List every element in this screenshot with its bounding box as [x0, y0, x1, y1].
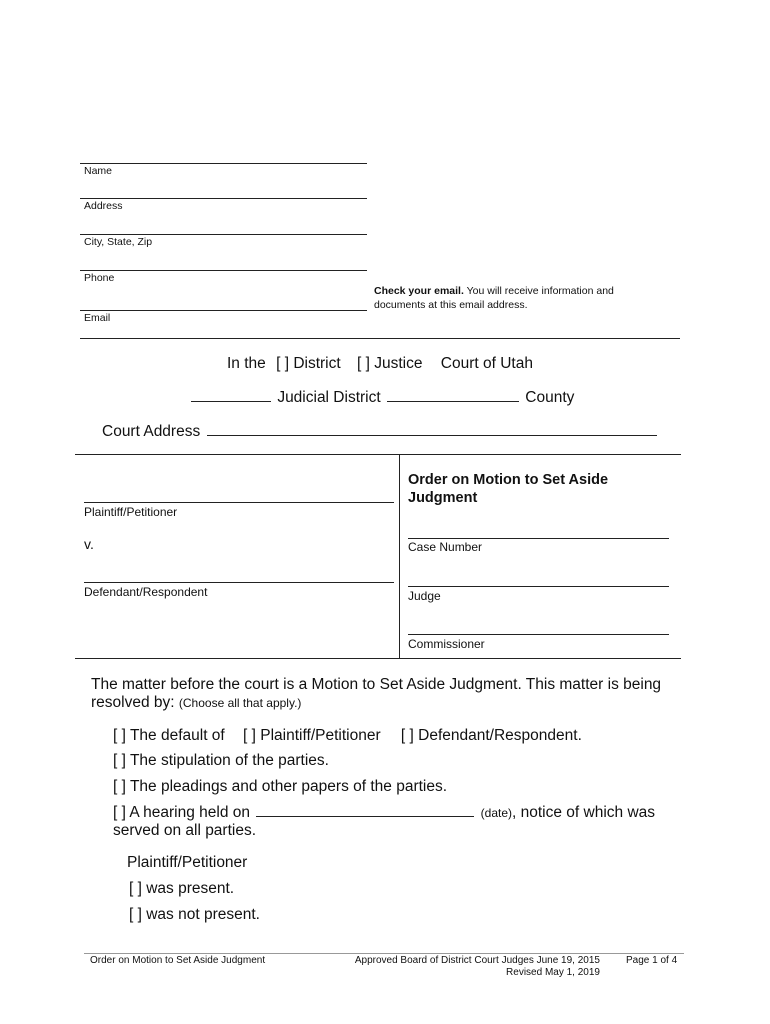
address-label: Address — [84, 200, 123, 212]
footer-divider — [84, 953, 684, 954]
pleadings-checkbox[interactable]: [ ] The pleadings and other papers of the parties. — [113, 778, 448, 795]
footer-approved-text: Approved Board of District Court Judges June 19, 2015 — [354, 955, 600, 966]
justice-checkbox[interactable]: [ ] Justice — [357, 355, 423, 372]
commissioner-line[interactable] — [408, 634, 669, 635]
phone-label: Phone — [84, 272, 115, 284]
hearing-line2: served on all parties. — [113, 822, 257, 839]
pp-label: Plaintiff/Petitioner — [127, 854, 248, 871]
case-number-label: Case Number — [408, 540, 483, 554]
case-number-line[interactable] — [408, 538, 669, 539]
court-address-line — [102, 422, 659, 441]
footer-page-number: Page 1 of 4 — [626, 955, 678, 966]
intro-line2 — [91, 694, 301, 712]
caption-top-border — [75, 454, 681, 455]
city-state-zip-label: City, State, Zip — [84, 236, 153, 248]
default-defendant-checkbox[interactable]: [ ] Defendant/Respondent. — [400, 727, 582, 744]
caption-divider — [399, 454, 400, 658]
was-not-present-checkbox[interactable]: [ ] was not present. — [129, 906, 260, 923]
judicial-district-blank[interactable] — [191, 388, 271, 402]
email-notice-line2: documents at this email address. — [374, 299, 528, 311]
intro-line1: The matter before the court is a Motion to Set Aside Judgment. This matter is being — [91, 676, 662, 693]
court-of-utah-label: Court of Utah — [440, 355, 533, 372]
caption-bottom-border — [75, 658, 681, 659]
email-label: Email — [84, 312, 111, 324]
hearing-notice-text: , notice of which was — [512, 804, 656, 821]
email-line[interactable] — [80, 310, 367, 311]
stipulation-checkbox[interactable]: [ ] The stipulation of the parties. — [113, 752, 329, 769]
county-blank[interactable] — [387, 388, 519, 402]
hearing-date-label: (date) — [480, 806, 513, 820]
email-notice — [374, 284, 614, 312]
document-title — [408, 471, 608, 507]
name-line[interactable] — [80, 163, 367, 164]
phone-line[interactable] — [80, 270, 367, 271]
email-notice-rest: You will receive information and — [463, 285, 614, 297]
was-present-checkbox[interactable]: [ ] was present. — [129, 880, 235, 897]
intro-choose-note: (Choose all that apply.) — [178, 696, 302, 710]
hearing-date-blank[interactable] — [256, 803, 474, 817]
county-label: County — [525, 389, 575, 406]
court-address-blank[interactable] — [207, 422, 657, 436]
district-checkbox[interactable]: [ ] District — [276, 355, 341, 372]
footer-revised-text: Revised May 1, 2019 — [506, 967, 600, 978]
judge-label: Judge — [408, 589, 441, 603]
hearing-row — [113, 803, 655, 822]
default-of-checkbox[interactable]: [ ] The default of — [113, 727, 225, 744]
defendant-line[interactable] — [84, 582, 394, 583]
judge-line[interactable] — [408, 586, 669, 587]
in-the-label: In the — [227, 355, 266, 372]
default-row — [113, 727, 582, 745]
footer-approved — [352, 955, 600, 979]
court-address-label: Court Address — [102, 423, 201, 440]
court-line — [227, 355, 533, 373]
plaintiff-label: Plaintiff/Petitioner — [84, 505, 178, 519]
document-title-line1: Order on Motion to Set Aside — [408, 472, 609, 488]
plaintiff-line[interactable] — [84, 502, 394, 503]
email-notice-bold: Check your email. — [374, 285, 464, 297]
default-plaintiff-checkbox[interactable]: [ ] Plaintiff/Petitioner — [243, 727, 381, 744]
header-divider — [80, 338, 680, 339]
commissioner-label: Commissioner — [408, 637, 485, 651]
judicial-district-line — [189, 388, 574, 407]
name-label: Name — [84, 165, 113, 177]
address-line[interactable] — [80, 198, 367, 199]
defendant-label: Defendant/Respondent — [84, 585, 208, 599]
document-title-line2: Judgment — [408, 490, 478, 506]
judicial-district-label: Judicial District — [277, 389, 381, 406]
city-state-zip-line[interactable] — [80, 234, 367, 235]
intro-resolved-by: resolved by: — [91, 694, 179, 711]
hearing-checkbox[interactable]: [ ] A hearing held on — [113, 804, 251, 821]
footer-doc-title: Order on Motion to Set Aside Judgment — [90, 955, 266, 966]
versus-label: v. — [84, 536, 94, 552]
